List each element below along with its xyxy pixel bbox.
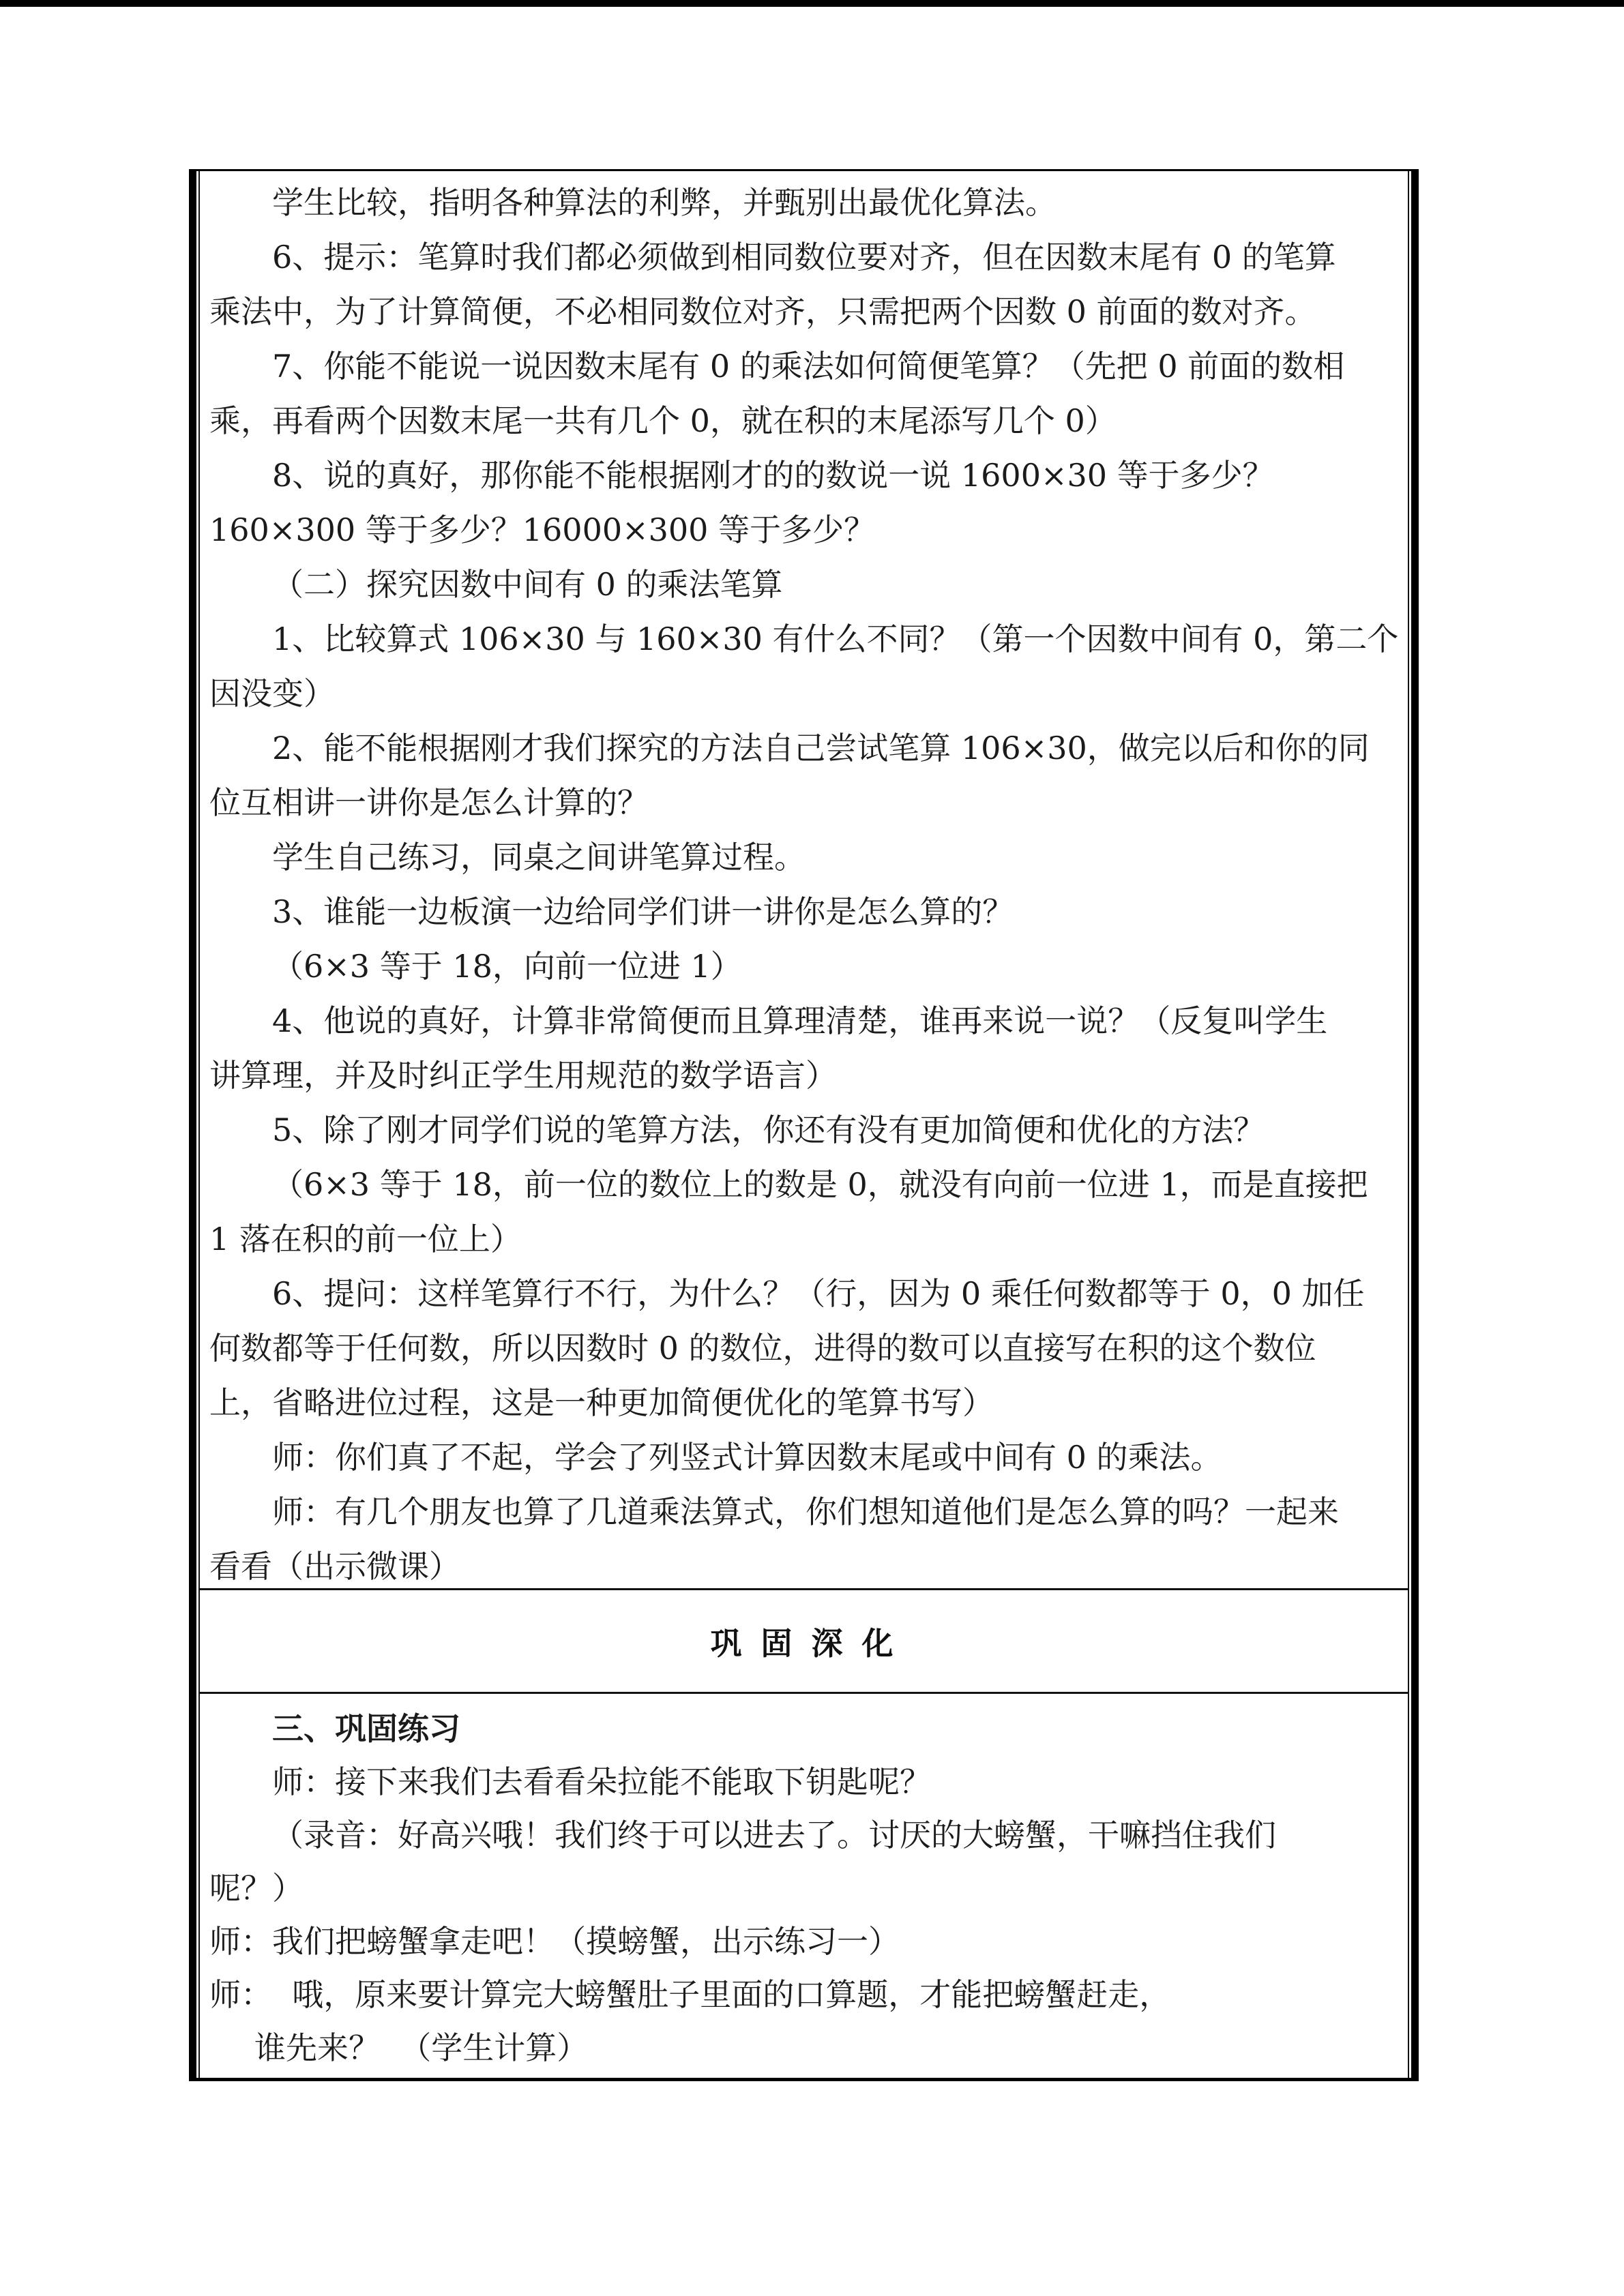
lesson-plan-table: [189, 169, 1419, 2081]
text-line: 师：有几个朋友也算了几道乘法算式，你们想知道他们是怎么算的吗？一起来: [272, 1493, 1339, 1530]
text-line: 1 落在积的前一位上）: [209, 1221, 522, 1257]
teaching-process-cell: [200, 171, 1408, 1588]
text-line: 学生自己练习，同桌之间讲笔算过程。: [272, 839, 806, 876]
text-line: 师：接下来我们去看看朵拉能不能取下钥匙呢？: [272, 1763, 931, 1800]
text-line: 何数都等于任何数，所以因数时 0 的数位，进得的数可以直接写在积的这个数位: [209, 1330, 1316, 1367]
text-line: 5、除了刚才同学们说的笔算方法，你还有没有更加简便和优化的方法？: [272, 1112, 1265, 1148]
consolidation-practice-cell: [200, 1694, 1408, 2078]
text-line: 3、谁能一边板演一边给同学们讲一讲你是怎么算的？: [272, 893, 1014, 930]
text-line: 1、比较算式 106×30 与 160×30 有什么不同？（第一个因数中间有 0，第二个: [272, 621, 1399, 657]
text-line: （二）探究因数中间有 0 的乘法笔算: [272, 566, 783, 603]
text-line: 上，省略进位过程，这是一种更加简便优化的笔算书写）: [209, 1384, 994, 1421]
section-title: 巩 固 深 化: [710, 1624, 898, 1662]
text-line: （6×3 等于 18，前一位的数位上的数是 0，就没有向前一位进 1，而是直接把: [272, 1166, 1368, 1203]
table-inner-frame: [198, 171, 1409, 2078]
text-line: 6、提问：这样笔算行不行，为什么？（行，因为 0 乘任何数都等于 0，0 加任: [272, 1275, 1365, 1312]
text-line: 160×300 等于多少？16000×300 等于多少？: [209, 511, 876, 548]
text-line: 看看（出示微课）: [209, 1548, 460, 1585]
text-line: （6×3 等于 18，向前一位进 1）: [272, 948, 742, 985]
text-line: 学生比较，指明各种算法的利弊，并甄别出最优化算法。: [272, 184, 1057, 221]
text-line: 师： 哦，原来要计算完大螃蟹肚子里面的口算题，才能把螃蟹赶走，: [209, 1976, 1171, 2013]
text-line: 乘，再看两个因数末尾一共有几个 0，就在积的末尾添写几个 0）: [209, 402, 1117, 439]
text-line: 讲算理，并及时纠正学生用规范的数学语言）: [209, 1057, 837, 1094]
text-line: 6、提示：笔算时我们都必须做到相同数位要对齐，但在因数末尾有 0 的笔算: [272, 239, 1336, 275]
text-line: 因没变）: [209, 675, 335, 712]
text-line: 8、说的真好，那你能不能根据刚才的的数说一说 1600×30 等于多少？: [272, 457, 1274, 494]
text-line: 三、巩固练习: [272, 1710, 460, 1747]
text-line: 位互相讲一讲你是怎么计算的？: [209, 784, 649, 821]
section-header-cell: [200, 1590, 1408, 1692]
text-line: 7、你能不能说一说因数末尾有 0 的乘法如何简便笔算？（先把 0 前面的数相: [272, 348, 1345, 385]
text-line: 2、能不能根据刚才我们探究的方法自己尝试笔算 106×30，做完以后和你的同: [272, 730, 1370, 766]
text-line: 乘法中，为了计算简便，不必相同数位对齐，只需把两个因数 0 前面的数对齐。: [209, 293, 1316, 330]
text-line: 谁先来？ （学生计算）: [254, 2029, 589, 2066]
text-line: 师：我们把螃蟹拿走吧！（摸螃蟹，出示练习一）: [209, 1923, 900, 1960]
text-line: 呢？）: [209, 1870, 304, 1907]
text-line: 师：你们真了不起，学会了列竖式计算因数末尾或中间有 0 的乘法。: [272, 1439, 1222, 1476]
text-line: （录音：好高兴哦！我们终于可以进去了。讨厌的大螃蟹，干嘛挡住我们: [272, 1817, 1276, 1853]
text-line: 4、他说的真好，计算非常简便而且算理清楚，谁再来说一说？（反复叫学生: [272, 1002, 1328, 1039]
page-top-edge-bar: [0, 0, 1624, 7]
